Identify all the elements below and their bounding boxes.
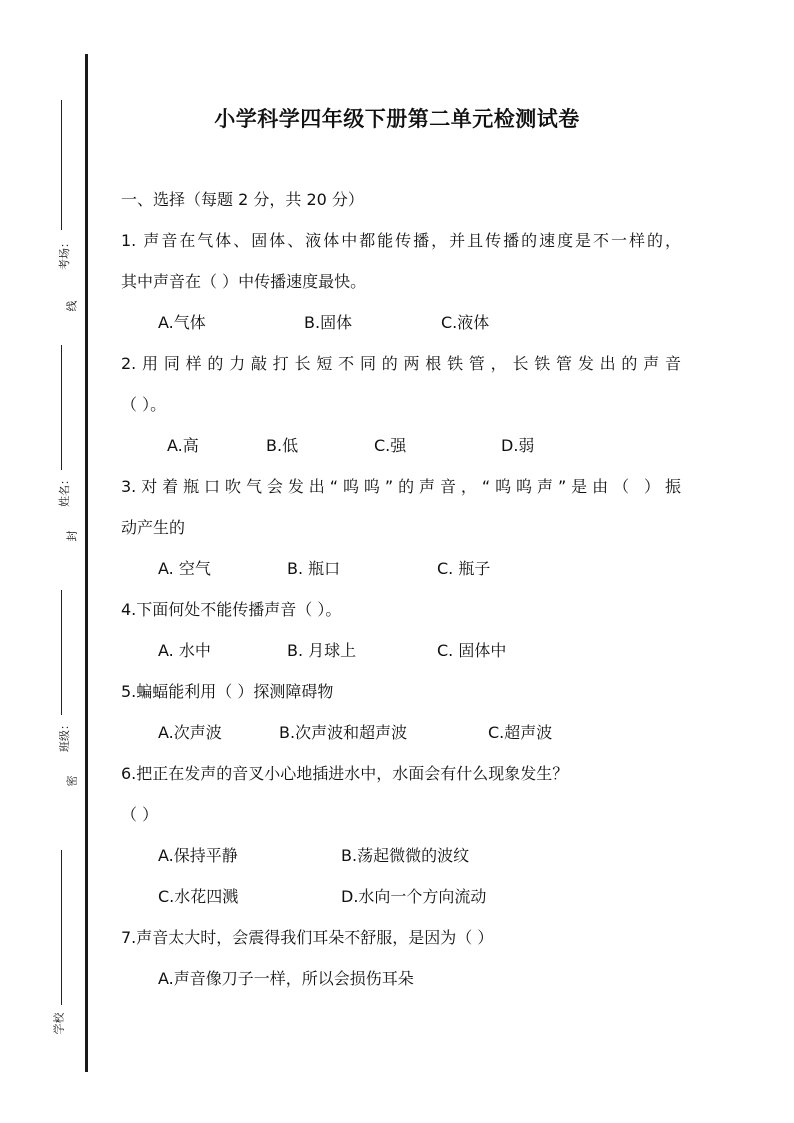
question-2 — [121, 352, 681, 458]
name-label: 姓名： — [58, 474, 71, 507]
option-row — [121, 885, 681, 909]
option-row — [121, 557, 681, 581]
question-text: 5.蝙蝠能利用（ ）探测障碍物 — [121, 682, 334, 701]
section-header: 一、选择（每题 2 分，共 20 分） — [121, 190, 364, 209]
question-text: 3.对着瓶口吹气会发出“呜呜”的声音，“呜呜声”是由（ ）振 — [121, 477, 681, 496]
option-c: C.水花四溅 — [158, 887, 239, 906]
option-c: C.超声波 — [488, 723, 553, 742]
option-row — [121, 311, 681, 335]
question-text: 7.声音太大时，会震得我们耳朵不舒服，是因为（ ） — [121, 928, 494, 947]
class-label: 班级： — [58, 719, 71, 752]
page-title: 小学科学四年级下册第二单元检测试卷 — [214, 107, 580, 131]
question-area — [121, 188, 681, 1008]
option-d: D.弱 — [501, 436, 535, 455]
option-row — [121, 844, 681, 868]
option-d: D.水向一个方向流动 — [341, 887, 487, 906]
option-a: A.保持平静 — [158, 846, 238, 865]
question-text: 6.把正在发声的音叉小心地插进水中，水面会有什么现象发生？ — [121, 764, 569, 783]
option-a: A.声音像刀子一样，所以会损伤耳朵 — [158, 969, 414, 988]
seal-mark-line: 线 — [65, 300, 79, 312]
option-b: B.次声波和超声波 — [279, 723, 408, 742]
question-4 — [121, 598, 681, 663]
question-text: （ ） — [121, 805, 159, 824]
question-6 — [121, 762, 681, 909]
class-field — [48, 590, 71, 760]
question-text: 动产生的 — [121, 518, 186, 537]
option-a: A.高 — [167, 436, 199, 455]
question-7 — [121, 926, 681, 991]
option-row — [121, 967, 681, 991]
school-blank — [61, 850, 62, 1005]
option-c: C.强 — [374, 436, 407, 455]
seal-mark-seal: 封 — [65, 530, 79, 542]
question-text: 其中声音在（ ）中传播速度最快。 — [121, 272, 367, 291]
option-row — [121, 639, 681, 663]
option-c: C.液体 — [441, 313, 490, 332]
question-3 — [121, 475, 681, 581]
option-a: A.气体 — [158, 313, 206, 332]
option-b: B. 瓶口 — [287, 559, 341, 578]
name-field — [48, 345, 71, 515]
option-b: B.低 — [266, 436, 299, 455]
option-c: C. 瓶子 — [437, 559, 491, 578]
exam-room-label: 考场： — [58, 237, 71, 270]
option-b: B.固体 — [304, 313, 353, 332]
question-5 — [121, 680, 681, 745]
option-c: C. 固体中 — [437, 641, 507, 660]
option-row — [121, 721, 681, 745]
question-text: 2.用同样的力敲打长短不同的两根铁管，长铁管发出的声音 — [121, 354, 681, 373]
option-a: A. 水中 — [158, 641, 211, 660]
binding-line — [85, 54, 88, 1072]
name-blank — [61, 345, 62, 470]
class-blank — [61, 590, 62, 715]
option-a: A.次声波 — [158, 723, 222, 742]
school-label: 学校 — [52, 1012, 66, 1035]
question-1 — [121, 229, 681, 335]
question-text: （ ）。 — [121, 395, 167, 414]
school-field — [48, 850, 64, 1035]
question-text: 4.下面何处不能传播声音（ ）。 — [121, 600, 342, 619]
option-a: A. 空气 — [158, 559, 211, 578]
question-text: 1. 声音在气体、固体、液体中都能传播，并且传播的速度是不一样的， — [121, 231, 681, 250]
option-b: B. 月球上 — [287, 641, 357, 660]
seal-mark-secret: 密 — [65, 775, 79, 787]
option-b: B.荡起微微的波纹 — [341, 846, 470, 865]
option-row — [121, 434, 681, 458]
